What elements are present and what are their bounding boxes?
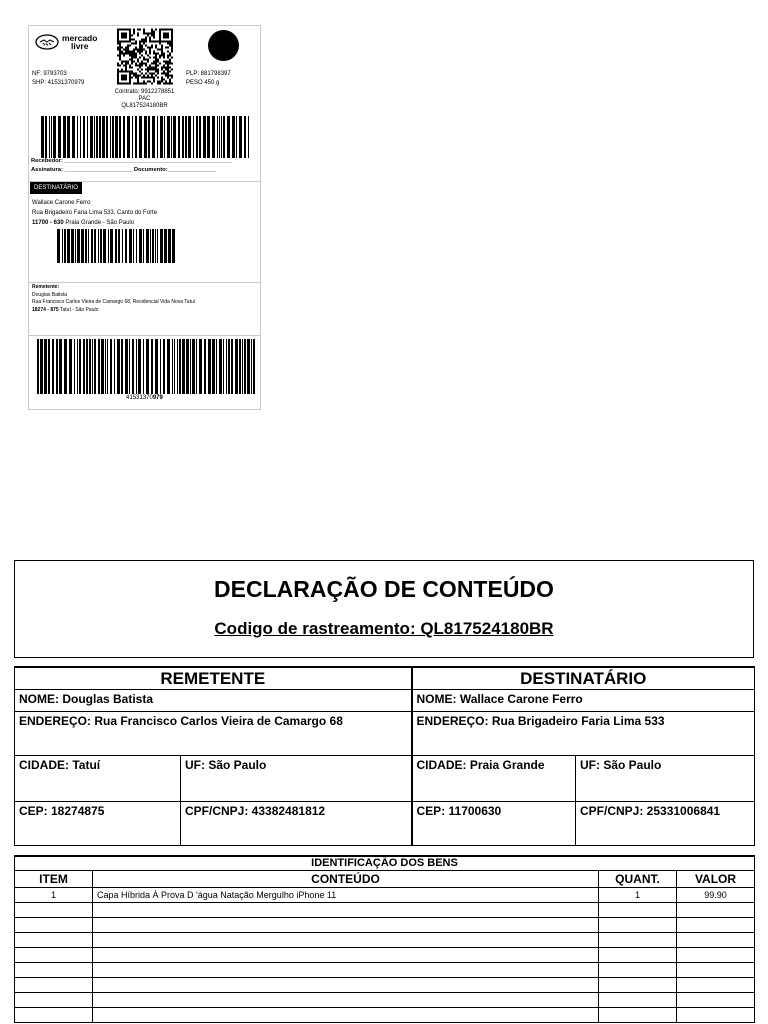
cep-barcode [57,229,175,263]
shp-barcode [37,339,255,394]
rem-uf: UF: São Paulo [181,756,412,802]
dest-cep-city: 11700 - 630 Praia Grande - São Paulo [32,220,135,226]
black-dot-marker [208,30,239,61]
destinatario-header: DESTINATÁRIO [412,667,755,690]
cell-item: 1 [15,887,93,902]
nf-shp-info [32,70,84,88]
remetente-header: REMETENTE [15,667,412,690]
rem-street: Rua Francisco Carlos Vieira de Camargo 68, Residencial Vida Nova Tatuí [32,299,196,305]
table-row [15,887,755,902]
destinatario-address [32,198,157,228]
plp-peso-info [186,70,231,88]
dest-endereco: ENDEREÇO: Rua Brigadeiro Faria Lima 533 [412,712,755,756]
destinatario-tag: DESTINATÁRIO [30,182,82,194]
rem-cidade: CIDADE: Tatuí [15,756,181,802]
rem-nome: NOME: Douglas Batista [15,690,412,712]
cell-quant: 1 [599,887,677,902]
tracking-code: QL817524180BR [121,103,168,109]
qr-code [117,28,173,85]
rem-cep: CEP: 18274875 [15,802,181,846]
col-conteudo: CONTEÚDO [93,870,599,887]
rem-endereco: ENDEREÇO: Rua Francisco Carlos Vieira de Camargo 68 [15,712,412,756]
rem-title: Remetente: [32,284,60,290]
nf-number: NF: 9793703 [32,71,67,77]
mercado-livre-logo: mercado livre [35,34,97,50]
table-row [15,932,755,947]
goods-table [14,855,755,1023]
goods-title: IDENTIFICAÇÃO DOS BENS [15,856,755,870]
remetente-address [32,284,195,314]
divider [29,335,260,336]
plp-number: PLP: 881798397 [186,71,231,77]
col-quant: QUANT. [599,870,677,887]
table-row [15,902,755,917]
table-row [15,917,755,932]
dest-cep: CEP: 11700630 [412,802,576,846]
rem-name: Douglas Batista [32,291,68,298]
dest-street: Rua Brigadeiro Faria Lima 533, Canto do Forte [32,210,158,216]
col-item: ITEM [15,870,93,887]
declaration-header [14,560,754,658]
table-row [15,992,755,1007]
rem-cep-city: 18274 - 875 Tatuí - São Paulo [32,306,99,313]
cell-conteudo: Capa Híbrida À Prova D 'água Natação Mergulho iPhone 11 [93,887,599,902]
barcode-number: 41531370979 [126,395,163,401]
dest-cpf: CPF/CNPJ: 25331006841 [576,802,755,846]
rem-cpf: CPF/CNPJ: 43382481812 [181,802,412,846]
dest-cidade: CIDADE: Praia Grande [412,756,576,802]
recebedor-line: Recebedor: ____________________________________________________ [31,158,233,164]
shipping-label [28,25,261,410]
dest-nome: NOME: Wallace Carone Ferro [412,690,755,712]
shp-number: SHP: 41531370979 [32,80,85,86]
service-type: PAC [138,96,151,102]
table-row [15,962,755,977]
table-row [15,1007,755,1022]
table-row [15,977,755,992]
assinatura-line: Assinatura: _____________________ Documento:_______________ [31,167,216,173]
handshake-icon [35,34,59,50]
cell-valor: 99.90 [677,887,755,902]
receiver-signature-area [31,157,232,175]
col-valor: VALOR [677,870,755,887]
dest-name: Wallace Carone Ferro [32,200,91,206]
declaration-tracking: Codigo de rastreamento: QL817524180BR [214,619,554,638]
divider [29,282,260,283]
tracking-barcode [41,116,251,158]
contract-info [29,89,260,110]
table-row [15,947,755,962]
peso-value: PESO 450 g [186,80,220,86]
contract-number: Contrato: 9912278851 [114,89,175,95]
declaration-title: DECLARAÇÃO DE CONTEÚDO [214,576,554,602]
dest-uf: UF: São Paulo [576,756,755,802]
parties-table [14,666,755,846]
